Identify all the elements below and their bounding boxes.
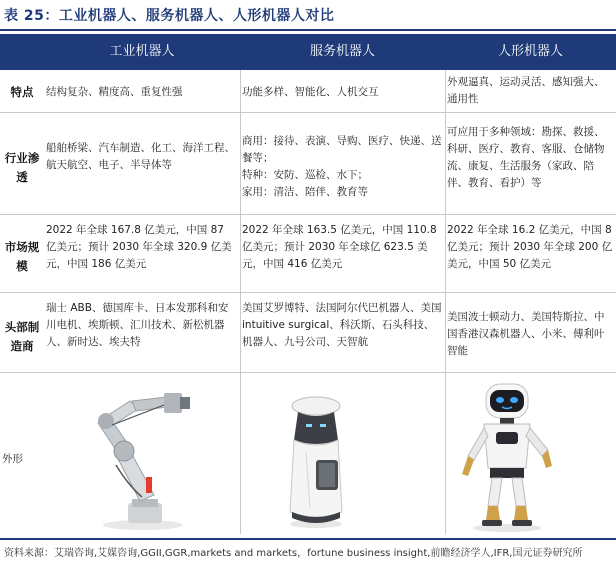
header-humanoid: 人形机器人 xyxy=(497,44,563,59)
penetration-service xyxy=(242,133,442,201)
table-bottom-rule xyxy=(0,538,616,540)
row-divider xyxy=(0,372,616,373)
header-industrial: 工业机器人 xyxy=(109,44,175,59)
penetration-service-commercial: 商用：接待、表演、导购、医疗、快递、送餐等； xyxy=(242,135,442,164)
row-divider xyxy=(0,112,616,113)
penetration-industrial: 船舶桥梁、汽车制造、化工、海洋工程、航天航空、电子、半导体等 xyxy=(46,142,235,171)
market-humanoid: 2022 年全球 16.2 亿美元，中国 8 亿美元；预计 2030 年全球 200 亿美元，中国 50 亿美元 xyxy=(447,224,613,270)
row-divider xyxy=(0,214,616,215)
features-service: 功能多样、智能化、人机交互 xyxy=(242,86,379,98)
makers-humanoid: 美国波士顿动力、美国特斯拉、中国香港汉森机器人、小米、傅利叶智能 xyxy=(447,311,605,357)
column-divider xyxy=(445,70,446,534)
column-divider xyxy=(240,70,241,534)
industrial-robot-arm-image xyxy=(68,385,218,533)
makers-industrial: 瑞士 ABB、德国库卡、日本发那科和安川电机、埃斯顿、汇川技术、新松机器人、新时达、埃夫特 xyxy=(46,302,229,348)
penetration-service-special: 特种：安防、巡检、水下； xyxy=(242,169,368,181)
table-title: 表 25：工业机器人、服务机器人、人形机器人对比 xyxy=(4,8,335,24)
features-industrial: 结构复杂、精度高、重复性强 xyxy=(46,86,183,98)
service-robot-image xyxy=(276,390,356,530)
makers-service: 美国艾罗博特、法国阿尔代巴机器人、美国 intuitive surgical、科沃斯、石头科技、机器人、九号公司、天智航 xyxy=(242,302,442,348)
penetration-service-home: 家用：清洁、陪伴、教育等 xyxy=(242,186,368,198)
row-label-market: 市场规模 xyxy=(4,240,40,273)
table-header xyxy=(0,34,616,70)
humanoid-robot-image xyxy=(452,378,562,534)
row-label-penetration: 行业渗透 xyxy=(4,151,40,184)
title-rule xyxy=(0,29,616,31)
row-label-appearance: 外形 xyxy=(2,453,23,465)
features-humanoid: 外观逼真、运动灵活、感知强大、通用性 xyxy=(447,76,605,105)
row-label-makers: 头部制造商 xyxy=(4,320,40,353)
row-divider xyxy=(0,292,616,293)
source-note: 资料来源：艾瑞咨询,艾媒咨询,GGII,GGR,markets and markets，fortune business insight,前瞻经济学人,IFR,国元证券研究所 xyxy=(4,548,583,559)
market-industrial: 2022 年全球 167.8 亿美元，中国 87 亿美元；预计 2030 年全球 320.9 亿美元，中国 186 亿美元 xyxy=(46,224,232,270)
market-service: 2022 年全球 163.5 亿美元，中国 110.8 亿美元；预计 2030 年全球亿 623.5 美元，中国 416 亿美元 xyxy=(242,224,437,270)
header-service: 服务机器人 xyxy=(309,44,375,59)
row-label-features: 特点 xyxy=(10,85,34,99)
penetration-humanoid: 可应用于多种领域：勘探、救援、科研、医疗、教育、客服、仓储物流、康复、生活服务（家政、陪伴、教育、看护）等 xyxy=(447,126,605,189)
